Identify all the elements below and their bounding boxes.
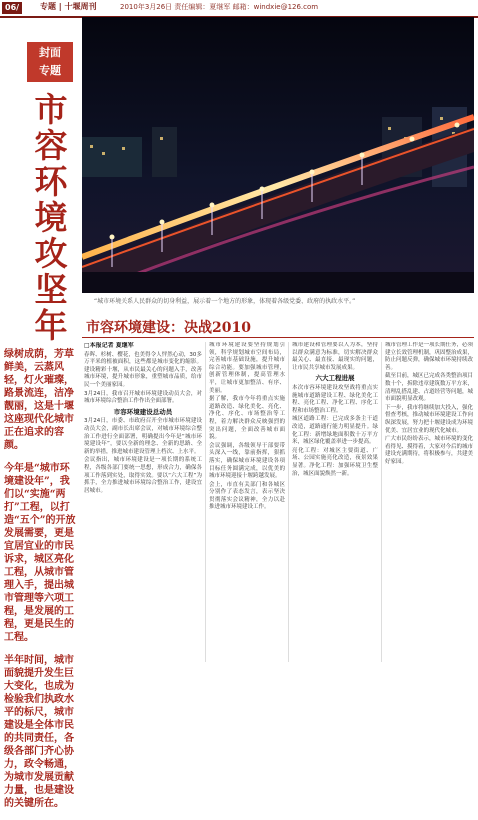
paragraph: 春晖、杉树、樱花，也美得令人怦然心动，30多万平米的植被面积，这些都是城市变化的缩影。建设精彩十堰，从市民最关心的问题入手，改善城市环境，提升城市形象，重塑城市品质，给市民一个美丽家园。	[84, 351, 202, 388]
paragraph: 下一步，我市将继续加大投入，强化督查考核，推动城市环境建设工作向纵深发展，努力把十堰建设成为环境优美、宜居宜业的现代化城市。	[385, 404, 473, 434]
column-divider	[381, 342, 382, 662]
column-divider	[288, 342, 289, 662]
page-number: 06/	[2, 2, 22, 14]
headline: 市容环境建设：决战2010	[86, 320, 251, 336]
photo-caption: “城市环境关系人民群众的切身利益，展示着一个地方的形象，体现着各级党委、政府的执政水平。”	[94, 298, 356, 305]
paragraph: 城市管理工作是一项长期任务，必须建立长效管理机制，巩固整治成果，防止问题反弹，确保城市环境持续改善。	[385, 342, 473, 371]
lead-paragraph: 半年时间，城市面貌提升发生巨大变化，也成为检验我们执政水平的标尺，城市建设是全体市民的共同责任，各级各部门齐心协力，政令畅通，为城市发展贡献力量，也是建设的关键所在。	[4, 655, 74, 809]
article-column-1	[84, 342, 202, 664]
paragraph: 城区道路工程：已完成多条主干道改造，道路通行能力明显提升。绿化工程：新增绿地面积数十万平方米，城区绿化覆盖率进一步提高。	[292, 416, 378, 446]
tag-line2: 专题	[39, 64, 61, 77]
paragraph: 3月24日，我市召开城市环境建设动员大会，对城市环境综合整治工作作出全面部署。	[84, 390, 202, 405]
article-column-4	[385, 342, 473, 664]
lead-paragraph: 绿树成荫，芳草鲜美，云蒸风轻，灯火璀璨，路景流连，洁净靓丽，这是十堰这座现代化城市正在追求的容颜。	[4, 349, 74, 451]
paragraph: 城市环境建设要坚持规划引领，科学规划城市空间布局，完善城市基础设施，提升城市综合功能。要加强城市管理，创新管理体制，提高管理水平，让城市更加整洁、有序、美丽。	[209, 342, 285, 394]
night-city-photo	[82, 17, 474, 293]
column-divider	[205, 342, 206, 662]
paragraph: 会议指出，城市环境建设是一项长期的系统工程，各级各部门要统一思想，形成合力，确保各项工作落到实处，取得实效。要以“六大工程”为抓手，全力推进城市环境综合整治工作，建设宜居城市。	[84, 457, 202, 494]
section-name: 专题 | 十堰周刊	[40, 2, 97, 11]
photo-illustration	[82, 17, 474, 293]
header-bar	[0, 0, 478, 18]
paragraph: 会上，市直有关部门和各城区分别作了表态发言，表示坚决贯彻落实会议精神，全力以赴推进城市环境建设工作。	[209, 481, 285, 511]
subheading: 市容环境建设总动员	[113, 407, 173, 416]
paragraph: 城市建设和管理要以人为本，坚持以群众满意为标准，切实解决群众最关心、最直接、最现实的问题，让市民共享城市发展成果。	[292, 342, 378, 371]
byline: □本报记者 夏继军	[84, 342, 134, 349]
lead-paragraph: 今年是“城市环境建设年”，我们以“实施“两打”工程，以打造“五个”的开放发展需要，更是宜居宜业的市民诉求，城区亮化工程，从城市管理入手，提出城市管理等六项工程，是发展的工程，更是民生的工程。	[4, 463, 76, 643]
paragraph: 3月24日，市委、市政府召开全市城市环境建设动员大会，副市长出席会议，对城市环境综合整治工作进行全面部署，明确提出今年是“城市环境建设年”，要以全新的理念、全新的思路、全新的举措，推进城市建设管理上档次、上水平。	[84, 418, 202, 455]
paragraph: 亮化工程：对城区主要街道、广场、公园实施亮化改造，夜景效果显著。净化工程：加强环境卫生整治，城区面貌焕然一新。	[292, 447, 378, 477]
section-tag	[27, 42, 73, 82]
paragraph: 据了解，我市今年将重点实施道路改造、绿化美化、亮化、净化、序化、市场整治等工程，着力解决群众反映强烈的突出问题，全面改善城市面貌。	[209, 396, 285, 441]
headline-rule	[82, 337, 474, 338]
paragraph: 本次市容环境建设攻坚战将重点实施城市道路建设工程、绿化美化工程、亮化工程、净化工程、序化工程和市场整治工程。	[292, 384, 378, 414]
paragraph: 会议强调，各级领导干部要带头深入一线，靠前指挥，狠抓落实，确保城市环境建设各项目标任务圆满完成，以优美的城市环境迎接十堰跨越发展。	[209, 442, 285, 480]
tag-line1: 封面	[39, 46, 61, 59]
paragraph: 广大市民纷纷表示，城市环境的变化看得见、摸得着，大家对今后的城市建设充满期待，将积极参与，共建美好家园。	[385, 436, 473, 465]
vertical-title: 市容环境攻坚年	[34, 90, 68, 345]
lead-text	[4, 348, 76, 820]
subheading: 六大工程进展	[315, 374, 355, 383]
article-column-2	[209, 342, 285, 664]
date-editor: 2010年3月26日 责任编辑：夏继军 邮箱：windxie@126.com	[120, 3, 319, 11]
paragraph: 截至目前，城区已完成各类整治项目数十个，拆除违章建筑数万平方米，清理乱搭乱建、占道经营等问题，城市面貌明显改观。	[385, 373, 473, 403]
article-column-3	[292, 342, 378, 664]
